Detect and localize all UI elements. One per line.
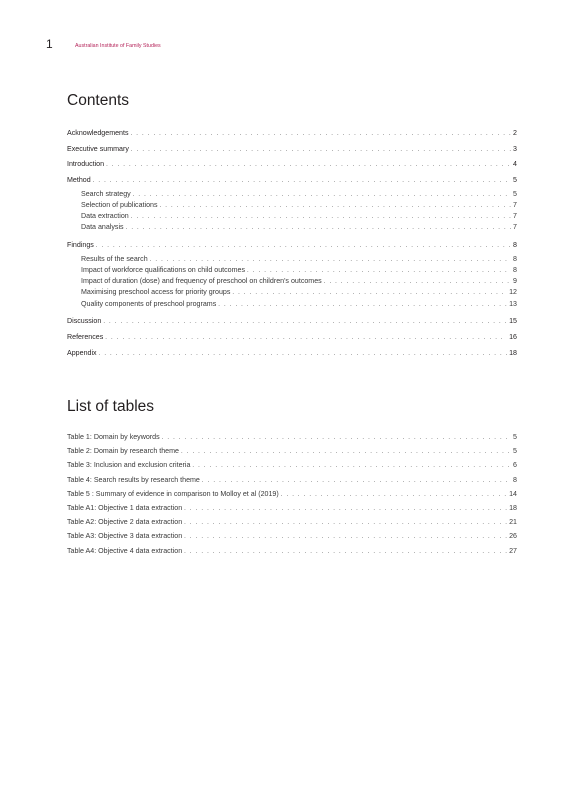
toc-entry-label: Data analysis bbox=[81, 223, 124, 232]
dot-leader bbox=[184, 530, 507, 544]
table-list-entry[interactable] bbox=[67, 458, 517, 472]
dot-leader bbox=[106, 158, 511, 174]
toc-entry-label: Table 2: Domain by research theme bbox=[67, 447, 179, 456]
toc-subentry[interactable] bbox=[67, 189, 517, 200]
table-list-entry[interactable] bbox=[67, 515, 517, 529]
toc-subentry[interactable] bbox=[67, 254, 517, 265]
toc-entry-page: 18 bbox=[509, 348, 517, 357]
toc-entry-page: 5 bbox=[513, 189, 517, 198]
toc-entry-label: References bbox=[67, 333, 104, 341]
toc-entry-label: Maximising preschool access for priority groups bbox=[81, 288, 231, 297]
toc-entry-label: Selection of publications bbox=[81, 200, 158, 209]
toc-entry[interactable] bbox=[67, 330, 517, 346]
table-list-entry[interactable] bbox=[67, 444, 517, 458]
toc-entry-label: Appendix bbox=[67, 348, 97, 357]
toc-subentry[interactable] bbox=[67, 265, 517, 276]
dot-leader bbox=[131, 143, 511, 159]
dot-leader bbox=[324, 277, 511, 288]
toc-entry[interactable] bbox=[67, 157, 517, 173]
toc-entry-page: 15 bbox=[509, 317, 517, 326]
toc-entry-page: 7 bbox=[513, 212, 517, 221]
table-list-entry[interactable] bbox=[67, 487, 517, 501]
toc-entry[interactable] bbox=[67, 238, 517, 254]
toc-entry-page: 9 bbox=[513, 277, 517, 286]
list-of-tables-title: List of tables bbox=[67, 398, 155, 415]
toc-entry-page: 12 bbox=[509, 288, 517, 297]
toc-entry-page: 5 bbox=[513, 176, 517, 185]
table-list-entry[interactable] bbox=[67, 473, 517, 487]
toc-entry[interactable] bbox=[67, 346, 517, 362]
toc-entry-page: 13 bbox=[509, 299, 517, 308]
toc-entry-label: Acknowledgements bbox=[67, 129, 129, 137]
toc-entry-label: Findings bbox=[67, 241, 94, 250]
dot-leader bbox=[184, 545, 507, 559]
toc-entry-label: Executive summary bbox=[67, 144, 129, 153]
toc-entry-label: Quality components of preschool programs bbox=[81, 299, 217, 308]
contents-list bbox=[67, 126, 517, 361]
toc-entry-label: Table 5 : Summary of evidence in comparison to Molloy et al (2019) bbox=[67, 489, 279, 498]
toc-entry-label: Table A4: Objective 4 data extraction bbox=[67, 546, 183, 555]
dot-leader bbox=[160, 201, 512, 212]
toc-entry-label: Method bbox=[67, 176, 91, 185]
toc-entry-page: 18 bbox=[509, 503, 517, 512]
dot-leader bbox=[131, 212, 511, 223]
dot-leader bbox=[99, 347, 508, 363]
toc-entry-label: Search strategy bbox=[81, 189, 131, 198]
toc-entry[interactable] bbox=[67, 142, 517, 158]
dot-leader bbox=[181, 445, 511, 459]
toc-entry[interactable] bbox=[67, 314, 517, 330]
dot-leader bbox=[96, 239, 511, 255]
toc-entry-label: Table A3: Objective 3 data extraction bbox=[67, 532, 183, 541]
toc-entry-page: 8 bbox=[513, 475, 517, 484]
dot-leader bbox=[184, 502, 507, 516]
toc-subentry[interactable] bbox=[67, 222, 517, 233]
toc-entry-label: Impact of workforce qualifications on child outcomes bbox=[81, 265, 246, 274]
dot-leader bbox=[105, 331, 507, 347]
toc-entry-page: 5 bbox=[513, 447, 517, 456]
toc-entry-page: 16 bbox=[509, 333, 517, 341]
page-number: 1 bbox=[46, 37, 53, 51]
dot-leader bbox=[103, 315, 507, 331]
toc-entry-label: Results of the search bbox=[81, 254, 148, 263]
toc-entry-page: 6 bbox=[513, 461, 517, 470]
toc-entry-page: 5 bbox=[513, 433, 517, 441]
toc-entry-label: Table A1: Objective 1 data extraction bbox=[67, 503, 183, 512]
dot-leader bbox=[218, 300, 507, 311]
toc-entry[interactable] bbox=[67, 126, 517, 142]
toc-entry-label: Table 1: Domain by keywords bbox=[67, 433, 160, 441]
toc-entry-page: 8 bbox=[513, 254, 517, 263]
running-header: Australian Institute of Family Studies bbox=[75, 43, 161, 49]
toc-subentry[interactable] bbox=[67, 276, 517, 287]
toc-subentry[interactable] bbox=[67, 211, 517, 222]
toc-entry-page: 21 bbox=[509, 518, 517, 527]
table-list-entry[interactable] bbox=[67, 430, 517, 444]
toc-entry-label: Impact of duration (dose) and frequency of preschool on children's outcomes bbox=[81, 277, 322, 286]
list-of-tables bbox=[67, 430, 517, 558]
toc-entry-page: 7 bbox=[513, 200, 517, 209]
dot-leader bbox=[131, 127, 512, 143]
toc-subentry[interactable] bbox=[67, 200, 517, 211]
dot-leader bbox=[192, 459, 511, 473]
toc-entry-page: 8 bbox=[513, 265, 517, 274]
toc-entry-label: Table 3: Inclusion and exclusion criteria bbox=[67, 461, 191, 470]
toc-entry-label: Data extraction bbox=[81, 212, 129, 221]
dot-leader bbox=[93, 174, 511, 190]
table-list-entry[interactable] bbox=[67, 501, 517, 515]
toc-entry-page: 26 bbox=[509, 532, 517, 541]
dot-leader bbox=[126, 223, 511, 234]
toc-subentry[interactable] bbox=[67, 299, 517, 310]
toc-entry-label: Table A2: Objective 2 data extraction bbox=[67, 518, 183, 527]
toc-subentry[interactable] bbox=[67, 287, 517, 298]
toc-entry-page: 4 bbox=[513, 160, 517, 169]
dot-leader bbox=[184, 516, 507, 530]
toc-entry-page: 7 bbox=[513, 223, 517, 232]
dot-leader bbox=[202, 474, 511, 488]
dot-leader bbox=[281, 488, 507, 502]
toc-entry-page: 8 bbox=[513, 241, 517, 250]
toc-entry-page: 27 bbox=[509, 546, 517, 555]
toc-entry-page: 14 bbox=[509, 489, 517, 498]
toc-entry-label: Discussion bbox=[67, 317, 102, 326]
toc-entry-label: Table 4: Search results by research theme bbox=[67, 475, 200, 484]
table-list-entry[interactable] bbox=[67, 544, 517, 558]
table-list-entry[interactable] bbox=[67, 529, 517, 543]
dot-leader bbox=[162, 431, 511, 445]
toc-entry-page: 2 bbox=[513, 129, 517, 137]
dot-leader bbox=[232, 288, 507, 299]
contents-title: Contents bbox=[67, 92, 130, 109]
toc-entry-page: 3 bbox=[513, 144, 517, 153]
toc-entry-label: Introduction bbox=[67, 160, 105, 169]
dot-leader bbox=[133, 190, 511, 201]
toc-entry[interactable] bbox=[67, 173, 517, 189]
